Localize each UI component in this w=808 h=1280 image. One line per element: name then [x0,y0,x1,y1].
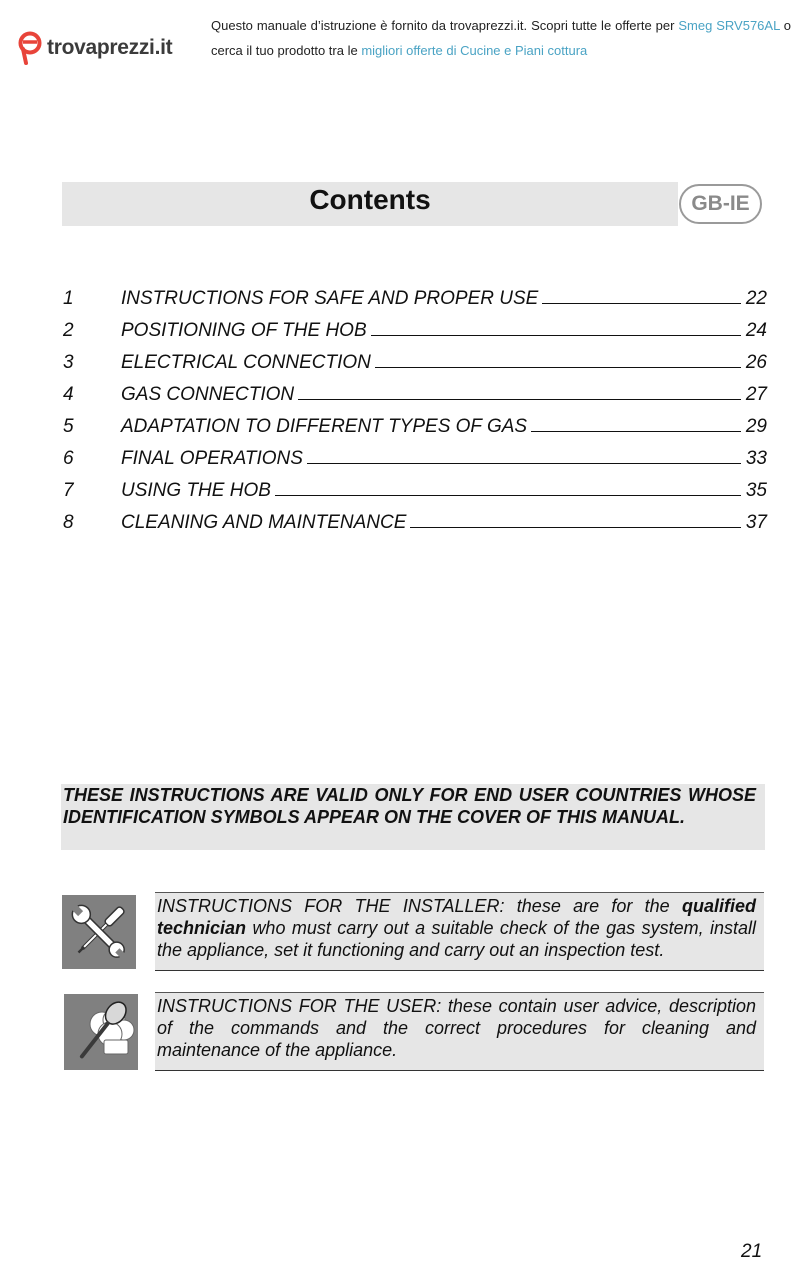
toc-leader-line [375,351,741,368]
toc-leader-line [410,511,741,528]
toc-entry[interactable] [63,383,767,415]
product-link[interactable]: Smeg SRV576AL [678,18,780,33]
toc-page: 24 [745,320,767,341]
banner-text: Questo manuale d’istruzione è fornito da trovaprezzi.it. Scopri tutte le offerte per [211,18,675,33]
toc-title: USING THE HOB [121,480,271,501]
spoon-chef-hat-icon [64,994,138,1070]
toc-number: 5 [63,416,74,437]
toc-page: 22 [745,288,767,309]
toc-number: 8 [63,512,74,533]
toc-page: 29 [745,416,767,437]
toc-title: GAS CONNECTION [121,384,295,405]
toc-page: 35 [745,480,767,501]
table-of-contents [63,287,767,543]
toc-leader-line [531,415,741,432]
installer-instructions [155,892,764,971]
toc-page: 27 [745,384,767,405]
banner-text-end: o [783,18,791,33]
brand-name: trovaprezzi.it [47,36,173,59]
toc-number: 4 [63,384,74,405]
installer-text [157,895,756,961]
toc-title: CLEANING AND MAINTENANCE [121,512,407,533]
toc-title: FINAL OPERATIONS [121,448,303,469]
toc-title: ADAPTATION TO DIFFERENT TYPES OF GAS [121,416,528,437]
banner-text-2: cerca il tuo prodotto tra le [211,43,358,58]
toc-leader-line [275,479,741,496]
installer-text-pre: INSTRUCTIONS FOR THE INSTALLER: these are for the [157,896,670,916]
user-text: INSTRUCTIONS FOR THE USER: these contain user advice, description of the commands and the correct procedures for cleaning and maintenance of the appliance. [157,996,756,1060]
installer-text-bold: qualified technician [157,896,756,938]
banner-line-2 [211,38,791,63]
toc-entry[interactable] [63,415,767,447]
toc-entry[interactable] [63,511,767,543]
user-instructions [155,992,764,1071]
price-tag-icon [18,30,44,66]
toc-page: 33 [745,448,767,469]
promo-banner [211,13,791,63]
title-bar [62,182,678,226]
offers-link[interactable]: migliori offerte di Cucine e Piani cottura [361,43,588,58]
toc-leader-line [542,287,741,304]
tools-icon [62,895,136,969]
toc-entry[interactable] [63,287,767,319]
toc-entry[interactable] [63,351,767,383]
validity-text: THESE INSTRUCTIONS ARE VALID ONLY FOR END USER COUNTRIES WHOSE IDENTIFICATION SYMBOLS APPEAR ON THE COVER OF THIS MANUAL. [63,785,756,827]
toc-title: ELECTRICAL CONNECTION [121,352,371,373]
toc-leader-line [371,319,741,336]
language-badge: GB-IE [679,184,762,224]
toc-number: 1 [63,288,74,309]
banner-line-1 [211,13,791,38]
toc-entry[interactable] [63,447,767,479]
installer-text-post: who must carry out a suitable check of the gas system, install the appliance, set it functioning and carry out an inspection test. [157,918,756,960]
toc-title: POSITIONING OF THE HOB [121,320,367,341]
toc-title: INSTRUCTIONS FOR SAFE AND PROPER USE [121,288,539,309]
brand-logo[interactable] [18,30,172,66]
toc-number: 2 [63,320,74,341]
toc-number: 7 [63,480,74,501]
toc-number: 6 [63,448,74,469]
toc-leader-line [307,447,741,464]
toc-page: 26 [745,352,767,373]
toc-number: 3 [63,352,74,373]
page-title: Contents [309,184,431,215]
page-number: 21 [741,1241,763,1262]
toc-entry[interactable] [63,479,767,511]
validity-note [61,784,765,850]
toc-leader-line [298,383,741,400]
toc-page: 37 [745,512,767,533]
toc-entry[interactable] [63,319,767,351]
